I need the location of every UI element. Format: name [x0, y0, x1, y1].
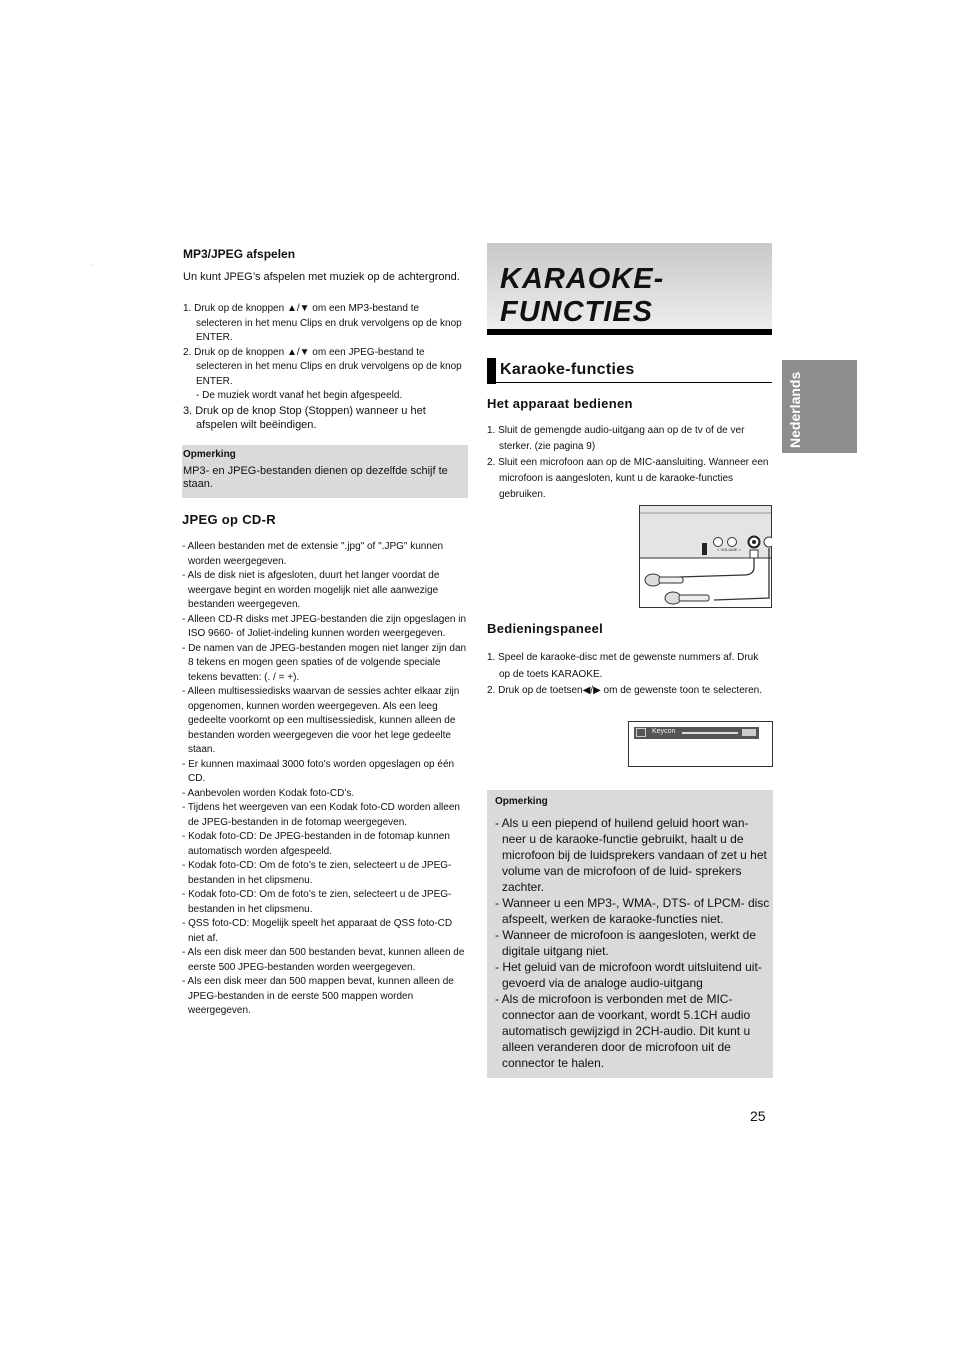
keycon-bar	[634, 727, 759, 739]
stray-mark: ·	[90, 262, 92, 268]
list-item: - Kodak foto-CD: Om de foto’s te zien, selecteert u de JPEG-bestanden in het clipsmenu.	[182, 889, 452, 915]
chapter-title-line2: FUNCTIES	[500, 296, 653, 328]
list-item: - Als een disk meer dan 500 mappen bevat, kunnen alleen de JPEG-bestanden in de eerste 500 mappen worden weergegeven.	[182, 976, 454, 1016]
note-item: - Als u een piepend of huilend geluid hoort wan- neer u de karaoke-functie gebruikt, haalt u de microfoon bij de luidsprekers vandaan of zet u het volume van de microfoon of de luid- sprekers zachter.	[495, 816, 767, 894]
chapter-title	[500, 263, 664, 329]
note-item: - Wanneer de microfoon is aangesloten, werkt de digitale uitgang niet.	[495, 928, 757, 958]
note-item: - Als de microfoon is verbonden met de MIC- connector aan de voorkant, wordt 5.1CH audio automatisch gewijzigd in 2CH-audio. Dit kunt u alleen veranderen door de microfoon uit de connector te halen.	[495, 992, 751, 1070]
section-bar	[487, 358, 496, 384]
karaoke-note-box	[487, 790, 773, 1078]
operate-step-1: 1. Sluit de gemengde audio-uitgang aan op de tv of de ver sterker. (zie pagina 9)	[487, 425, 745, 452]
keycon-slider	[682, 732, 738, 734]
list-item: - Kodak foto-CD: Om de foto’s te zien, selecteert u de JPEG-bestanden in het clipsmenu.	[182, 860, 452, 886]
chapter-banner	[487, 243, 772, 335]
language-tab-label: Nederlands	[787, 371, 803, 448]
step-1: 1. Druk op de knoppen ▲/▼ om een MP3-bestand te selecteren in het menu Clips en druk vervolgens op de knop ENTER.	[183, 303, 462, 343]
list-item: - Alleen multisessiedisks waarvan de sessies achter elkaar zijn opgenomen, kunnen worden weergegeven. Als een leeg gedeelte voorkomt op een multisessiedisk, kunnen alleen de bestanden worden weergegeven die voor het lege gedeelte staan.	[182, 686, 460, 755]
chapter-title-line1: KARAOKE-	[500, 263, 665, 295]
mp3-steps	[183, 302, 465, 432]
list-item: - Aanbevolen worden Kodak foto-CD’s.	[182, 787, 355, 799]
music-note-icon	[636, 728, 646, 737]
step-2: 2. Druk op de knoppen ▲/▼ om een JPEG-bestand te selecteren in het menu Clips en druk vervolgens op de knop ENTER.	[183, 346, 462, 387]
controls-heading: Bedieningspaneel	[487, 621, 604, 636]
note-title: Opmerking	[183, 449, 236, 460]
note-body: MP3- en JPEG-bestanden dienen op dezelfde schijf te staan.	[183, 465, 448, 490]
mp3-heading: MP3/JPEG afspelen	[183, 247, 296, 261]
operate-step-2: 2. Sluit een microfoon aan op de MIC-aansluiting. Wanneer een microfoon is aangesloten, kunt u de karaoke-functies gebruiken.	[487, 457, 769, 500]
operate-steps	[487, 423, 772, 503]
controls-steps	[487, 650, 772, 700]
language-tab	[782, 360, 857, 453]
operate-heading: Het apparaat bedienen	[487, 396, 633, 411]
list-item: - Kodak foto-CD: De JPEG-bestanden in de fotomap kunnen automatisch worden afgespeeld.	[182, 831, 450, 857]
step-2-note: - De muziek wordt vanaf het begin afgespeeld.	[196, 390, 403, 401]
note-list	[495, 815, 770, 1071]
note-item: - Wanneer u een MP3-, WMA-, DTS- of LPCM- disc afspeelt, werken de karaoke-functies niet.	[495, 896, 770, 926]
panel-volume-label: < VOLUME >	[717, 547, 741, 552]
jpeg-list	[182, 540, 470, 1019]
keycon-screen	[628, 721, 773, 767]
list-item: - Alleen bestanden met de extensie ".jpg" of ".JPG" kunnen worden weergegeven.	[182, 541, 444, 567]
section-title: Karaoke-functies	[500, 361, 635, 378]
mp3-intro: Un kunt JPEG’s afspelen met muziek op de achtergrond.	[183, 271, 460, 283]
list-item: - De namen van de JPEG-bestanden mogen niet langer zijn dan 8 tekens en mogen geen spaties of de volgende speciale tekens bevatten: (. / = +).	[182, 642, 467, 683]
note-item: - Het geluid van de microfoon wordt uitsluitend uit- gevoerd via de analoge audio-uitgang	[495, 960, 762, 990]
list-item: - QSS foto-CD: Mogelijk speelt het apparaat de QSS foto-CD niet af.	[182, 918, 453, 944]
jpeg-heading: JPEG op CD-R	[182, 512, 276, 527]
list-item: - Er kunnen maximaal 3000 foto's worden opgeslagen op één CD.	[182, 758, 455, 784]
list-item: - Alleen CD-R disks met JPEG-bestanden die zijn opgeslagen in ISO 9660- of Joliet-indeling kunnen worden weergegeven.	[182, 613, 467, 639]
controls-step-1: 1. Speel de karaoke-disc met de gewenste nummers af. Druk op de toets KARAOKE.	[487, 652, 759, 680]
page-number: 25	[750, 1108, 766, 1124]
list-item: - Als een disk meer dan 500 bestanden bevat, kunnen alleen de eerste 500 JPEG-bestanden worden weergegeven.	[182, 947, 465, 973]
keycon-value-icon	[742, 729, 756, 736]
microphone-connection-illustration	[639, 505, 772, 608]
list-item: - Tijdens het weergeven van een Kodak foto-CD worden alleen de JPEG-bestanden in de fotomap weergegeven.	[182, 802, 460, 828]
note-title: Opmerking	[495, 796, 548, 807]
step-3: 3. Druk op de knop Stop (Stoppen) wanneer u het afspelen wilt beëindigen.	[183, 404, 426, 431]
mp3-note-box	[182, 445, 468, 498]
list-item: - Als de disk niet is afgesloten, duurt het langer voordat de weergave begint en worden mogelijk niet alle aanwezige bestanden weergegeven.	[182, 570, 440, 610]
controls-step-2: 2. Druk op de toetsen◀/▶ om de gewenste toon te selecteren.	[487, 685, 762, 696]
keycon-label: Keycon	[652, 728, 676, 735]
section-header	[487, 358, 772, 383]
